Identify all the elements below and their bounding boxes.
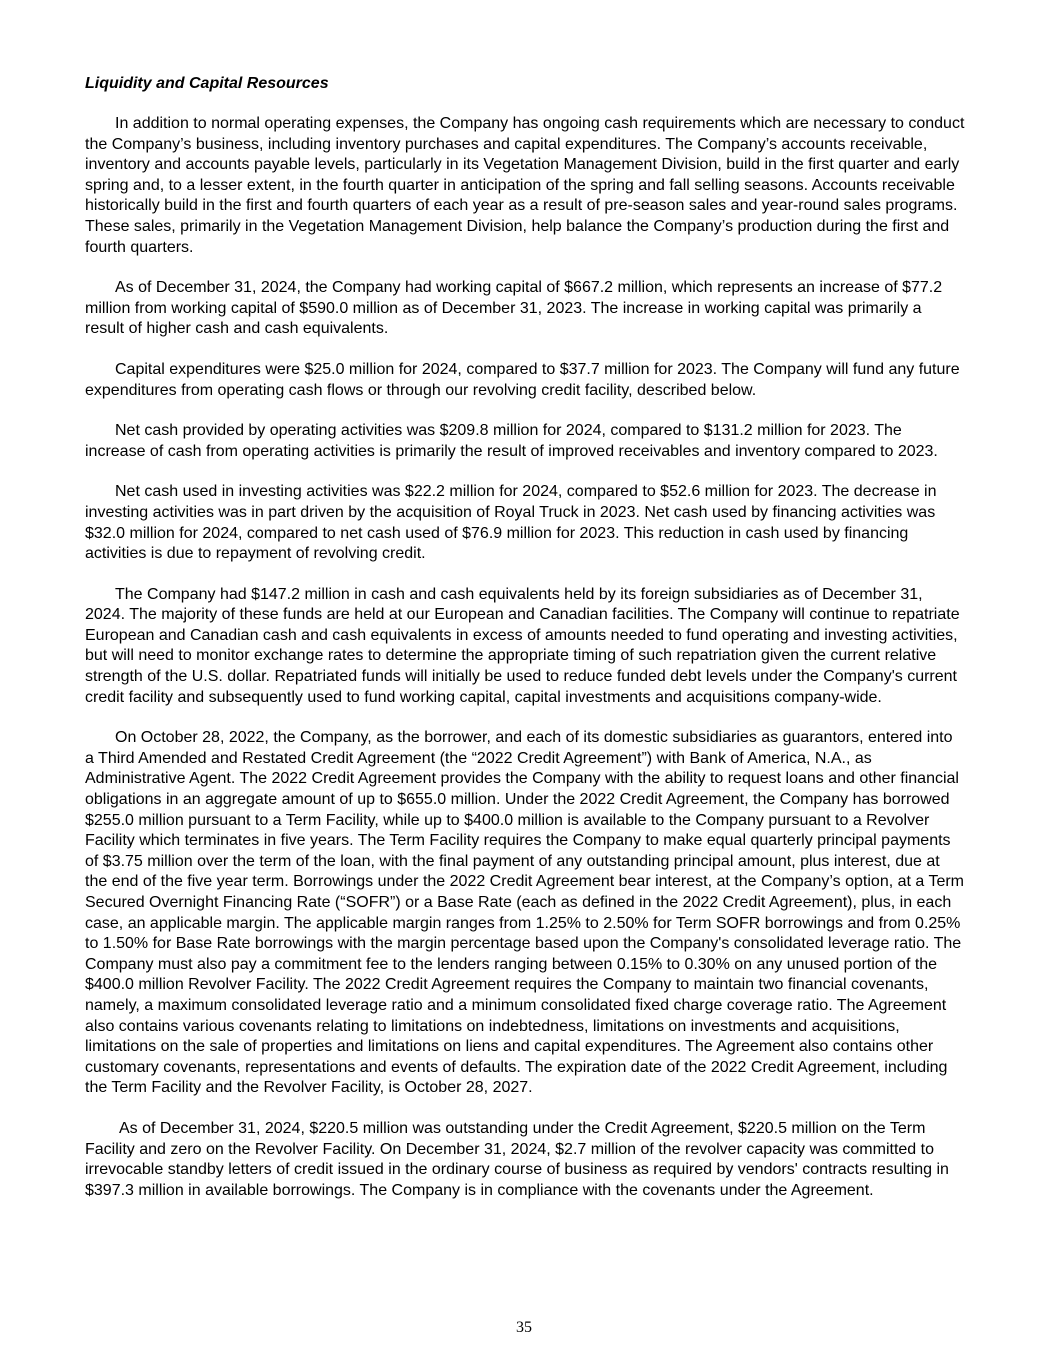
paragraph-working-capital: As of December 31, 2024, the Company had working capital of $667.2 million, which represents an increase of $77.2 million from working capital of $590.0 million as of December 31, 2023. The increase in working capital was primarily a result of higher cash and cash equivalents.: [85, 279, 943, 338]
document-page: [85, 74, 965, 1221]
paragraph-outstanding-borrowings: As of December 31, 2024, $220.5 million was outstanding under the Credit Agreement, $220.5 million on the Term Facility and zero on the Revolver Facility. On December 31, 2024, $2.7 million of the revolver capacity was committed to irrevocable standby letters of credit issued in the ordinary course of business as required by vendors' contracts resulting in $397.3 million in available borrowings. The Company is in compliance with the covenants under the Agreement.: [85, 1119, 949, 1199]
paragraph-operating-activities: Net cash provided by operating activities was $209.8 million for 2024, compared to $131.2 million for 2023. The increase of cash from operating activities is primarily the result of improved receivables and inventory compared to 2023.: [85, 422, 938, 460]
paragraph-credit-agreement: On October 28, 2022, the Company, as the borrower, and each of its domestic subsidiaries as guarantors, entered into a Third Amended and Restated Credit Agreement (the “2022 Credit Agreement”) with Bank of America, N.A., as Administrative Agent. The 2022 Credit Agreement provides the Company with the ability to request loans and other financial obligations in an aggregate amount of up to $655.0 million. Under the 2022 Credit Agreement, the Company has borrowed $255.0 million pursuant to a Term Facility, while up to $400.0 million is available to the Company pursuant to a Revolver Facility which terminates in five years. The Term Facility requires the Company to make equal quarterly principal payments of $3.75 million over the term of the loan, with the final payment of any outstanding principal amount, plus interest, due at the end of the five year term. Borrowings under the 2022 Credit Agreement bear interest, at the Company’s option, at a Term Secured Overnight Financing Rate (“SOFR”) or a Base Rate (each as defined in the 2022 Credit Agreement), plus, in each case, an applicable margin. The applicable margin ranges from 1.25% to 2.50% for Term SOFR borrowings and from 0.25% to 1.50% for Base Rate borrowings with the margin percentage based upon the Company's consolidated leverage ratio. The Company must also pay a commitment fee to the lenders ranging between 0.15% to 0.30% on any unused portion of the $400.0 million Revolver Facility. The 2022 Credit Agreement requires the Company to maintain two financial covenants, namely, a maximum consolidated leverage ratio and a minimum consolidated fixed charge coverage ratio. The Agreement also contains various covenants relating to limitations on indebtedness, limitations on investments and acquisitions, limitations on the sale of properties and limitations on liens and capital expenditures. The Agreement also contains other customary covenants, representations and events of defaults. The expiration date of the 2022 Credit Agreement, including the Term Facility and the Revolver Facility, is October 28, 2027.: [85, 729, 965, 1097]
paragraph-foreign-cash: The Company had $147.2 million in cash and cash equivalents held by its foreign subsidiaries as of December 31, 2024. The majority of these funds are held at our European and Canadian facilities. The Company will continue to repatriate European and Canadian cash and cash equivalents in excess of amounts needed to fund operating and investing activities, but will need to monitor exchange rates to determine the appropriate timing of such repatriation given the current relative strength of the U.S. dollar. Repatriated funds will initially be used to reduce funded debt levels under the Company's current credit facility and subsequently used to fund working capital, capital investments and acquisitions company-wide.: [85, 585, 960, 706]
paragraph-capital-expenditures: Capital expenditures were $25.0 million for 2024, compared to $37.7 million for 2023. The Company will fund any future expenditures from operating cash flows or through our revolving credit facility, described below.: [85, 360, 960, 399]
section-title: Liquidity and Capital Resources: [85, 75, 329, 92]
paragraph-investing-financing: Net cash used in investing activities was $22.2 million for 2024, compared to $52.6 million for 2023. The decrease in investing activities was in part driven by the acquisition of Royal Truck in 2023. Net cash used by financing activities was $32.0 million for 2024, compared to net cash used of $76.9 million for 2023. This reduction in cash used by financing activities is due to repayment of revolving credit.: [85, 483, 937, 563]
paragraph-cash-requirements: In addition to normal operating expenses, the Company has ongoing cash requirements which are necessary to conduct the Company’s business, including inventory purchases and capital expenditures. The Company’s accounts receivable, inventory and accounts payable levels, particularly in its Vegetation Management Division, build in the first quarter and early spring and, to a lesser extent, in the fourth quarter in anticipation of the spring and fall selling seasons. Accounts receivable historically build in the first and fourth quarters of each year as a result of pre-season sales and year-round sales programs. These sales, primarily in the Vegetation Management Division, help balance the Company’s production during the first and fourth quarters.: [85, 115, 965, 256]
page-number: 35: [516, 1319, 532, 1336]
